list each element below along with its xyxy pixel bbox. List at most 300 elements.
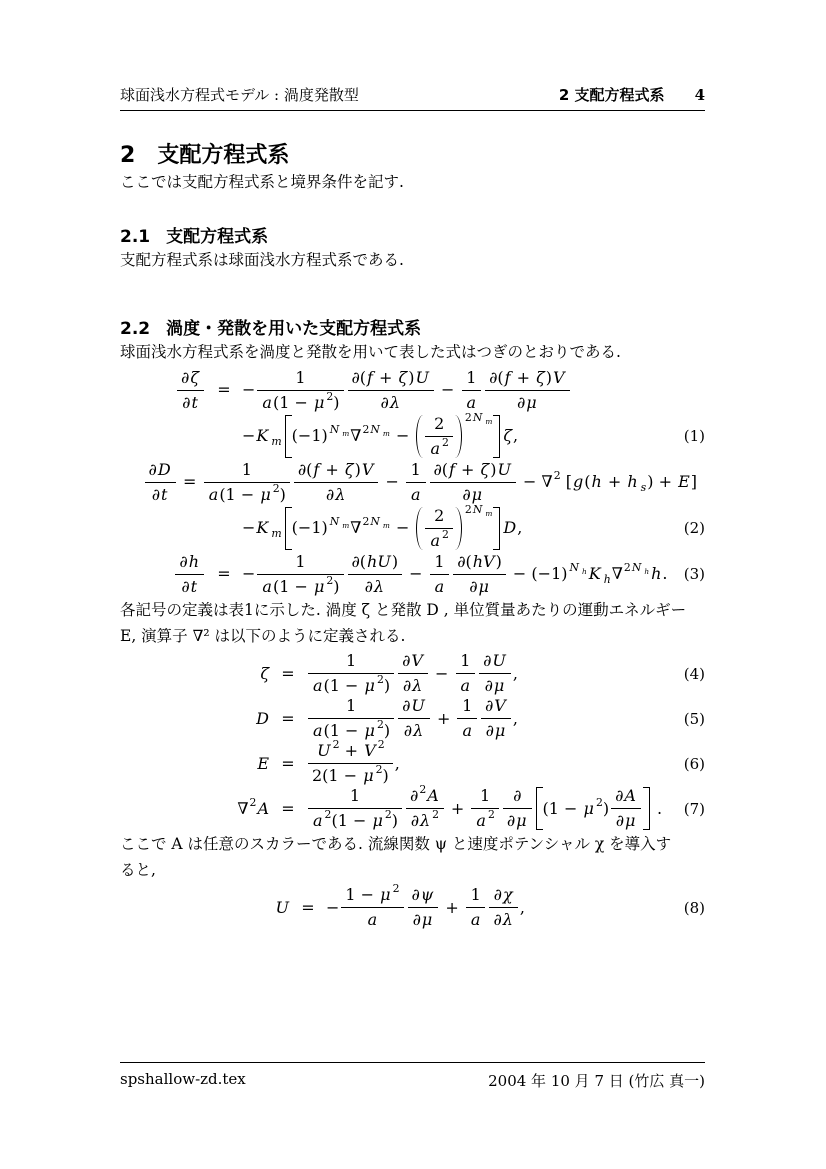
- math-row: [434, 414, 444, 434]
- math-row: [381, 393, 401, 413]
- math-row: [393, 884, 400, 895]
- math-op: 1: [460, 651, 471, 670]
- math-scripts: [429, 527, 449, 551]
- math-row: [643, 568, 650, 575]
- equation-rhs: [242, 410, 676, 459]
- math-row: [202, 460, 697, 505]
- math-scripts: [313, 389, 334, 413]
- math-var: K: [256, 426, 269, 445]
- math-script-column: [270, 518, 282, 541]
- math-superscript: [326, 573, 334, 587]
- math-row: [623, 561, 650, 577]
- math-op: 2: [442, 435, 449, 449]
- math-op: −: [517, 472, 542, 491]
- math-row: [256, 754, 270, 774]
- math-scripts: [369, 515, 391, 531]
- math-var: a: [313, 676, 323, 695]
- math-op: 2: [434, 413, 445, 433]
- math-op: +: [455, 459, 480, 479]
- footer-filename: spshallow-zd.tex: [120, 1070, 246, 1088]
- math-numerator: [485, 368, 570, 391]
- math-var: h: [651, 564, 662, 583]
- equation-number: (6): [683, 754, 705, 773]
- math-scripts: [414, 410, 493, 459]
- math-op: (−1): [291, 518, 328, 537]
- math-subscript: [603, 575, 612, 586]
- math-row: [362, 423, 390, 439]
- math-denominator: [177, 391, 204, 413]
- math-fraction: [425, 506, 452, 551]
- math-op: ∂: [493, 910, 502, 929]
- math-row: [329, 425, 341, 436]
- math-row: [179, 552, 200, 572]
- math-numerator: [489, 885, 517, 908]
- math-row: [616, 811, 637, 831]
- equation-rhs: [242, 552, 676, 597]
- math-var: U: [411, 696, 425, 715]
- math-scripts: [362, 763, 383, 786]
- math-script-column: [484, 505, 493, 516]
- math-var: h: [644, 567, 650, 577]
- math-op: (1 −: [323, 676, 364, 695]
- math-row: [352, 368, 430, 388]
- header-running-title: 球面浅水方程式モデル : 渦度発散型: [120, 86, 359, 104]
- math-var: a: [430, 530, 440, 550]
- math-denominator: [145, 483, 176, 505]
- math-row: [493, 910, 513, 930]
- math-op: 2: [375, 763, 383, 776]
- math-op: 1: [241, 459, 252, 479]
- equation-lhs: [120, 754, 270, 774]
- math-op: ∂: [506, 811, 516, 830]
- math-op: 2: [464, 502, 472, 516]
- equation-number: (2): [683, 519, 705, 537]
- math-var: a: [460, 676, 471, 695]
- math-script-column: [377, 738, 385, 761]
- math-numerator: [294, 460, 379, 483]
- math-row: [410, 485, 422, 505]
- math-op: 2: [384, 808, 392, 821]
- math-row: [543, 786, 643, 831]
- math-var: μ: [478, 576, 489, 596]
- math-fraction: [308, 738, 393, 786]
- math-var: a: [313, 811, 323, 830]
- subsection-2-2-number: 2.2: [120, 319, 151, 339]
- math-fraction: [398, 651, 428, 696]
- equation-relation: =: [281, 708, 295, 728]
- math-group: [416, 414, 461, 459]
- math-numerator: [430, 460, 516, 483]
- math-subscript: [643, 568, 650, 575]
- paragraph-2-2-intro: 球面浅水方程式系を渦度と発散を用いて表した式はつぎのとおりである.: [120, 343, 621, 361]
- math-var: V: [361, 459, 374, 479]
- math-op: ∂: [402, 651, 411, 670]
- math-group: [285, 410, 501, 459]
- equation-row: [120, 367, 705, 413]
- math-fraction: [485, 368, 570, 413]
- math-scripts: [475, 808, 495, 831]
- math-superscript: [595, 795, 603, 809]
- math-var: U: [275, 897, 289, 917]
- math-row: [365, 577, 385, 597]
- math-denominator: [204, 483, 290, 505]
- math-row: [378, 740, 385, 751]
- math-row: [470, 910, 482, 930]
- math-row: [312, 808, 399, 831]
- math-subscript: [341, 430, 350, 437]
- math-denominator: [308, 764, 393, 786]
- math-fraction: [341, 882, 403, 930]
- math-row: [341, 430, 350, 437]
- math-op: ∂: [380, 392, 389, 412]
- math-op: −: [242, 564, 256, 583]
- math-script-column: [362, 423, 390, 446]
- equation-relation: =: [301, 897, 315, 917]
- math-row: [612, 564, 623, 584]
- math-op: (1 −: [272, 392, 313, 412]
- math-script-column: [603, 564, 612, 587]
- math-scripts: [631, 561, 650, 577]
- math-row: [554, 471, 561, 482]
- math-var: t: [190, 576, 198, 596]
- math-row: [484, 510, 493, 517]
- math-scripts: [255, 426, 282, 449]
- math-row: [542, 472, 553, 492]
- math-row: [434, 506, 444, 526]
- math-numerator: [406, 783, 444, 809]
- math-superscript: [442, 435, 449, 449]
- math-numerator: [348, 368, 434, 391]
- math-denominator: [348, 391, 434, 413]
- math-var: hU: [367, 551, 391, 571]
- math-fraction: [406, 783, 444, 831]
- math-var: μ: [364, 676, 375, 695]
- math-row: [362, 515, 390, 531]
- math-op: ∂: [182, 392, 191, 412]
- math-row: [429, 439, 441, 459]
- math-var: V: [411, 651, 423, 670]
- math-op: 1: [349, 786, 361, 805]
- math-script-column: [419, 783, 427, 806]
- math-op: (1 −: [272, 576, 313, 596]
- math-op: [: [560, 472, 572, 491]
- math-row: [507, 811, 528, 831]
- equation-number: (8): [683, 898, 705, 917]
- math-numerator: [257, 368, 343, 391]
- header-page-number: 4: [694, 86, 705, 104]
- math-row: [181, 577, 198, 597]
- math-script-column: [484, 413, 493, 424]
- math-var: μ: [471, 484, 483, 504]
- math-superscript: [432, 810, 439, 821]
- math-script-column: [569, 561, 588, 584]
- math-superscript: [554, 471, 561, 482]
- math-denominator: [257, 391, 343, 413]
- math-row: [382, 522, 391, 529]
- math-fraction: [471, 786, 498, 831]
- paragraph-definitions-line1: 各記号の定義は表1に示した. 渦度 ζ と発散 D , 単位質量あたりの運動エネルギー: [120, 601, 687, 619]
- header-section-title: 2 支配方程式系: [558, 86, 665, 104]
- math-numerator: [456, 651, 476, 674]
- math-row: [143, 460, 178, 505]
- math-script-column: [553, 469, 561, 492]
- math-var: a: [410, 484, 421, 504]
- math-fraction: [177, 368, 204, 413]
- math-script-column: [329, 423, 351, 446]
- math-var: h: [582, 567, 587, 577]
- math-numerator: [308, 651, 394, 674]
- math-superscript: [385, 810, 392, 821]
- math-row: [292, 518, 328, 538]
- math-op: 2: [442, 527, 449, 541]
- math-numerator: [341, 882, 403, 908]
- math-superscript: [623, 561, 650, 577]
- math-op: ): [495, 551, 502, 571]
- math-scripts: [472, 410, 494, 426]
- math-op: +: [373, 367, 398, 387]
- math-op: −: [390, 518, 415, 537]
- math-row: [270, 437, 282, 448]
- math-var: A: [257, 798, 269, 818]
- math-op: ∂: [179, 551, 188, 571]
- math-scripts: [363, 738, 385, 761]
- math-numerator: [257, 552, 343, 575]
- math-script-column: [392, 882, 400, 905]
- math-row: [316, 741, 331, 761]
- math-subscript: [640, 483, 648, 494]
- math-scripts: [350, 515, 391, 538]
- math-fraction: [294, 460, 379, 505]
- math-row: [362, 766, 374, 786]
- math-row: [237, 795, 270, 819]
- math-script-column: [643, 563, 650, 577]
- math-superscript: [326, 389, 334, 403]
- page-header: [120, 86, 705, 104]
- math-op: ∂: [364, 576, 373, 596]
- math-denominator: [425, 529, 452, 551]
- math-op: −: [507, 564, 532, 583]
- math-numerator: [398, 651, 428, 674]
- math-var: ζ: [260, 663, 269, 683]
- math-scripts: [291, 515, 351, 538]
- math-op: (1 −: [219, 484, 260, 504]
- math-op: ,: [394, 753, 400, 773]
- equation-rhs: [202, 460, 697, 505]
- math-script-column: [270, 426, 282, 449]
- math-op: ∂: [485, 696, 494, 715]
- math-op: −: [326, 897, 340, 917]
- math-numerator: [430, 552, 450, 575]
- math-script-column: [382, 517, 391, 531]
- math-row: [462, 696, 472, 716]
- math-var: a: [462, 721, 473, 740]
- math-op: ∇: [237, 798, 249, 818]
- math-fraction: [348, 368, 434, 413]
- math-fraction: [406, 460, 426, 505]
- math-var: μ: [364, 721, 375, 740]
- math-numerator: [479, 651, 511, 674]
- math-scripts: [237, 795, 257, 819]
- math-row: [471, 885, 481, 905]
- math-row: [272, 481, 280, 495]
- equation-rhs: [306, 696, 676, 741]
- math-var: N: [370, 423, 380, 436]
- left-bracket: [536, 787, 543, 830]
- math-var: μ: [421, 910, 433, 929]
- math-script-column: [375, 763, 383, 786]
- math-var: V: [364, 741, 376, 760]
- equation-row: [120, 882, 705, 930]
- math-script-column: [326, 389, 334, 413]
- math-row: [472, 502, 484, 516]
- math-row: [313, 577, 325, 597]
- math-row: [270, 529, 282, 540]
- math-op: .: [662, 564, 668, 583]
- section-heading: [120, 143, 705, 169]
- equation-row: [120, 651, 705, 696]
- math-op: (−1): [291, 426, 328, 445]
- math-row: [326, 485, 346, 505]
- math-var: U: [492, 651, 506, 670]
- math-op: ∂: [402, 696, 411, 715]
- math-op: ∂: [148, 459, 157, 479]
- math-row: [483, 651, 507, 671]
- footer-date: 2004 年 10 月 7 日 (竹広 真一): [488, 1072, 705, 1090]
- math-var: m: [271, 435, 282, 449]
- math-numerator: [308, 738, 393, 764]
- math-row: [466, 393, 478, 413]
- math-op: ): [279, 484, 286, 504]
- math-subscript: [484, 510, 493, 517]
- math-op: +: [511, 367, 536, 387]
- math-fraction: [611, 786, 641, 831]
- math-row: [469, 577, 490, 597]
- math-row: [173, 552, 206, 597]
- equation-number: (4): [683, 664, 705, 683]
- math-var: f: [449, 459, 455, 479]
- subsection-2-1-number: 2.1: [120, 227, 151, 247]
- math-script-column: [464, 502, 493, 551]
- math-row: [182, 393, 199, 413]
- math-op: ∇: [541, 472, 553, 491]
- math-op: ∂(: [457, 551, 472, 571]
- math-superscript: [376, 765, 383, 776]
- math-row: [631, 563, 643, 574]
- math-scripts: [569, 561, 588, 577]
- math-denominator: [308, 809, 402, 831]
- math-op: ]: [690, 472, 697, 491]
- math-op: 2: [487, 808, 495, 821]
- math-row: [494, 885, 514, 905]
- paragraph-streamfunction: [120, 831, 705, 883]
- math-row: [462, 485, 483, 505]
- math-op: +: [339, 741, 364, 760]
- math-var: V: [494, 696, 506, 715]
- equation-relation: =: [217, 380, 231, 399]
- math-row: [472, 410, 484, 424]
- math-numerator: [308, 786, 402, 809]
- math-op: 2: [362, 423, 370, 436]
- right-paren: [455, 507, 462, 550]
- right-bracket: [493, 507, 500, 550]
- math-fraction: [453, 552, 506, 597]
- math-row: [312, 673, 391, 696]
- math-scripts: [350, 423, 391, 446]
- math-var: K: [256, 518, 269, 537]
- math-denominator: [341, 908, 403, 930]
- math-fraction: [175, 552, 204, 597]
- math-superscript: [325, 810, 332, 821]
- math-row: [414, 414, 463, 459]
- math-var: U: [415, 367, 429, 387]
- math-op: ,: [517, 518, 523, 537]
- math-fraction: [308, 786, 402, 831]
- math-op: 2: [324, 808, 332, 821]
- math-denominator: [503, 809, 532, 831]
- equation-lhs: [120, 368, 206, 413]
- math-var: ζ: [503, 426, 513, 445]
- math-row: [364, 676, 376, 696]
- math-denominator: [408, 908, 439, 930]
- math-var: K: [588, 564, 601, 583]
- math-numerator: [462, 368, 482, 391]
- equation-number: (3): [683, 565, 705, 583]
- math-row: [488, 810, 495, 821]
- math-row: [363, 741, 377, 761]
- math-scripts: [316, 738, 340, 761]
- section-number: 2: [120, 143, 136, 168]
- math-row: [457, 552, 502, 572]
- math-var: N: [329, 423, 340, 436]
- math-var: m: [342, 429, 350, 439]
- math-scripts: [531, 561, 587, 584]
- math-op: ,: [519, 897, 525, 917]
- math-op: 1: [462, 696, 473, 715]
- math-op: 1: [410, 459, 421, 479]
- math-op: +: [602, 472, 627, 491]
- left-paren: [416, 415, 423, 458]
- math-scripts: [379, 882, 400, 905]
- math-fraction: [204, 460, 290, 505]
- math-var: h: [603, 573, 611, 587]
- math-var: A: [427, 786, 439, 805]
- math-var: μ: [313, 392, 325, 412]
- equation-rhs: [242, 368, 697, 413]
- math-op: ): [354, 459, 361, 479]
- math-row: [326, 882, 525, 930]
- math-script-column: [442, 435, 449, 459]
- math-row: [419, 811, 431, 831]
- math-script-column: [376, 673, 384, 696]
- math-superscript: [569, 561, 588, 577]
- math-row: [377, 675, 384, 686]
- math-op: ∇: [350, 426, 362, 445]
- math-op: 1: [295, 367, 306, 387]
- math-group: [416, 506, 461, 551]
- math-row: [329, 517, 341, 528]
- math-fraction: [479, 651, 511, 696]
- math-fraction: [462, 368, 482, 413]
- math-subscript: [484, 418, 493, 425]
- math-row: [484, 418, 493, 425]
- footer-rule: [120, 1062, 705, 1063]
- math-var: hV: [472, 551, 495, 571]
- math-var: f: [367, 367, 373, 387]
- math-op: 2: [377, 738, 385, 751]
- math-denominator: [466, 908, 486, 930]
- math-var: ζ: [536, 367, 545, 387]
- math-row: [513, 786, 521, 806]
